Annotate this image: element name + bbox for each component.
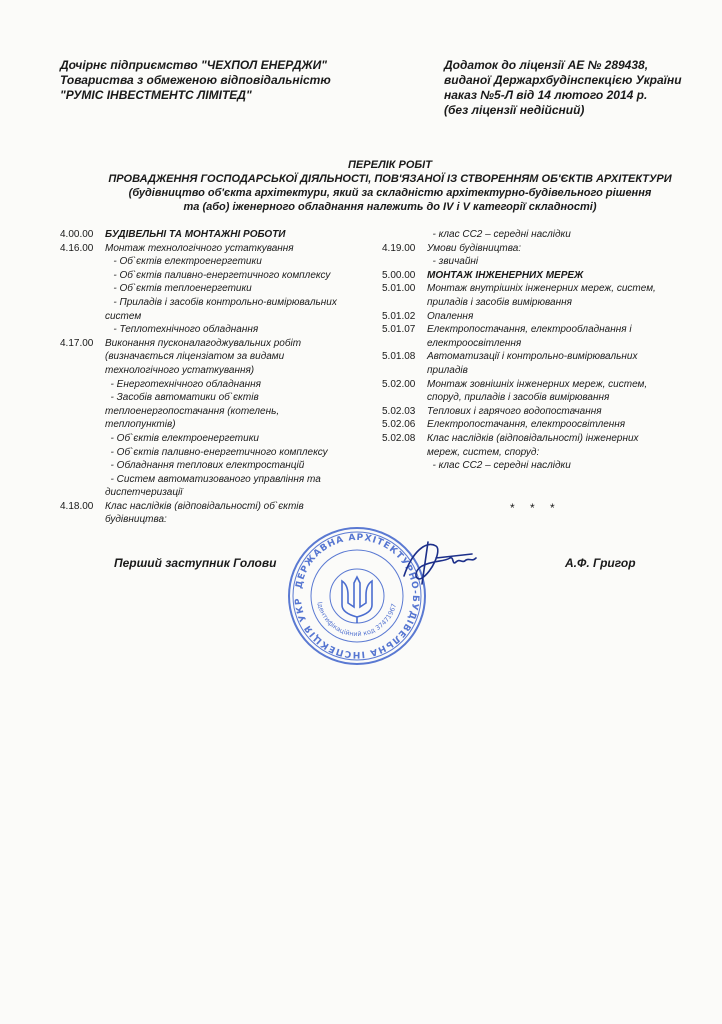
work-description: Монтаж зовнішніх інженерних мереж, систем, [427,378,648,390]
work-description: технологічного устаткування) [105,364,255,376]
list-item [60,310,378,324]
list-item [382,446,712,460]
license-header [444,58,682,118]
signatory-position: Перший заступник Голови [114,556,277,570]
list-item [60,282,378,296]
list-item [60,486,378,500]
list-item [382,418,712,432]
list-item [60,337,378,351]
work-description: теплопунктів) [105,419,176,431]
work-code [382,337,427,351]
work-code [60,473,105,487]
work-description: Електропостачання, електроосвітлення [427,419,626,431]
work-description: - Енерготехнічного обладнання [105,378,262,390]
company-line-1: Дочірнє підприємство "ЧЕХПОЛ ЕНЕРДЖИ" [60,58,327,72]
work-code [382,255,427,269]
work-description: - Об`єктів теплоенергетики [105,283,252,295]
work-description: - Об`єктів електроенергетики [105,256,262,268]
work-code [382,446,427,460]
license-line-4: (без ліцензії недійсний) [444,103,585,117]
list-item [382,391,712,405]
work-code [382,228,427,242]
list-item [382,296,712,310]
work-code [60,296,105,310]
signatory-name: А.Ф. Григор [565,556,636,570]
list-item [60,432,378,446]
list-item [382,310,712,324]
work-description: Виконання пусконалагоджувальних робіт [105,337,302,349]
work-description: Умови будівництва: [427,242,522,254]
work-description: Електропостачання, електрообладнання і [427,324,632,336]
work-code [382,459,427,473]
list-item [382,269,712,283]
document-title [60,158,720,214]
list-item [60,350,378,364]
list-item [60,242,378,256]
license-line-1: Додаток до ліцензії АЕ № 289438, [444,58,649,72]
work-code [60,405,105,419]
work-code: 5.01.07 [382,324,416,336]
work-description: Монтаж технологічного устаткування [105,242,294,254]
work-code [60,432,105,446]
work-code: 5.02.06 [382,419,416,431]
work-description: - Систем автоматизованого управління та [105,473,321,485]
work-description: Клас наслідків (відповідальності) об`єктів [105,500,304,512]
list-item [60,473,378,487]
list-item [60,500,378,514]
works-list-left [60,228,378,527]
work-code [60,378,105,392]
list-item [60,228,378,242]
company-line-2: Товариства з обмеженою відповідальністю [60,73,331,87]
work-description: Теплових і гарячого водопостачання [427,405,602,417]
work-description: - клас СС2 – середні наслідки [427,460,571,472]
list-item [60,378,378,392]
end-marker-stars: * * * [510,501,561,515]
seal-outer-text: ДЕРЖАВНА АРХІТЕКТУРНО-БУДІВЕЛЬНА ІНСПЕКЦІЯ УКР [293,532,421,660]
work-description: Клас наслідків (відповідальності) інженерних [427,432,639,444]
work-code [60,323,105,337]
list-item [382,405,712,419]
work-code [60,391,105,405]
list-item [382,242,712,256]
handwritten-signature [392,532,492,592]
work-description: - Теплотехнічного обладнання [105,324,259,336]
work-code [60,350,105,364]
company-line-3: "РУМІС ІНВЕСТМЕНТС ЛІМІТЕД" [60,88,252,102]
list-item [60,364,378,378]
list-item [382,255,712,269]
title-line-2: ПРОВАДЖЕННЯ ГОСПОДАРСЬКОЇ ДІЯЛЬНОСТІ, ПОВ'ЯЗАНОЇ ІЗ СТВОРЕННЯМ ОБ'ЄКТІВ АРХІТЕКТУРИ [108,173,672,185]
work-description: приладів і засобів вимірювання [427,296,572,308]
work-code [60,486,105,500]
list-item [60,323,378,337]
list-item [382,282,712,296]
list-item [60,418,378,432]
work-code [60,282,105,296]
works-list-right [382,228,712,473]
list-item [382,378,712,392]
work-code: 4.17.00 [60,337,94,349]
work-code [60,255,105,269]
work-code: 5.02.08 [382,432,416,444]
work-description: БУДІВЕЛЬНІ ТА МОНТАЖНІ РОБОТИ [105,229,286,240]
title-line-1: ПЕРЕЛІК РОБІТ [348,159,432,171]
list-item [60,391,378,405]
list-item [382,228,712,242]
work-code [382,364,427,378]
work-code [382,296,427,310]
work-description: електроосвітлення [427,337,522,349]
work-code [60,269,105,283]
work-description: Монтаж внутрішніх інженерних мереж, систем, [427,283,656,295]
list-item [60,296,378,310]
work-description: споруд, приладів і засобів вимірювання [427,392,610,404]
work-description: - Об`єктів електроенергетики [105,432,259,444]
seal-inner-text: Ідентифікаційний код 37471967 [315,601,399,639]
work-description: - Засобів автоматики об`єктів [105,392,259,404]
list-item [382,350,712,364]
license-line-3: наказ №5-Л від 14 лютого 2014 р. [444,88,648,102]
work-code: 5.02.00 [382,378,416,390]
work-description: теплоенергопостачання (котелень, [105,405,280,417]
work-code [60,310,105,324]
work-description: - Об`єктів паливно-енергетичного комплексу [105,446,328,458]
work-code: 5.02.03 [382,405,416,417]
work-description: Опалення [427,310,474,322]
work-description: (визначається ліцензіатом за видами [105,351,285,363]
work-code [60,418,105,432]
work-code [60,459,105,473]
list-item [60,255,378,269]
work-description: - клас СС2 – середні наслідки [427,229,571,240]
work-description: - звичайні [427,256,479,268]
work-description: будівництва: [105,514,167,526]
list-item [382,337,712,351]
work-description: систем [105,310,142,322]
work-code: 4.18.00 [60,500,94,512]
work-code: 5.01.02 [382,310,416,322]
license-line-2: виданої Держархбудінспекцією України [444,73,682,87]
work-code: 5.01.00 [382,283,416,295]
work-code: 4.00.00 [60,229,94,240]
trident-icon [342,577,372,623]
work-description: приладів [427,364,468,376]
work-description: МОНТАЖ ІНЖЕНЕРНИХ МЕРЕЖ [427,269,584,281]
work-code [60,446,105,460]
work-description: мереж, систем, споруд: [427,446,540,458]
list-item [60,446,378,460]
list-item [382,459,712,473]
company-header [60,58,331,103]
work-code [382,391,427,405]
title-line-3: (будівництво об'єкта архітектури, який за складністю архітектурно-будівельного рішення [128,187,652,199]
work-description: диспетчеризації [105,487,183,499]
work-description: - Приладів і засобів контрольно-вимірювальних [105,296,337,308]
work-code: 4.16.00 [60,242,94,254]
list-item [60,405,378,419]
list-item [382,364,712,378]
work-code: 5.00.00 [382,269,416,281]
work-description: - Обладнання теплових електростанцій [105,460,305,472]
work-code [60,513,105,527]
work-description: - Об`єктів паливно-енергетичного комплексу [105,269,331,281]
work-code: 4.19.00 [382,242,416,254]
list-item [60,459,378,473]
list-item [382,432,712,446]
list-item [382,323,712,337]
work-description: Автоматизації і контрольно-вимірювальних [427,351,638,363]
title-line-4: та (або) іженерного обладнання належить до IV і V категорії складності) [183,201,597,213]
list-item [60,269,378,283]
work-code [60,364,105,378]
work-code: 5.01.08 [382,351,416,363]
